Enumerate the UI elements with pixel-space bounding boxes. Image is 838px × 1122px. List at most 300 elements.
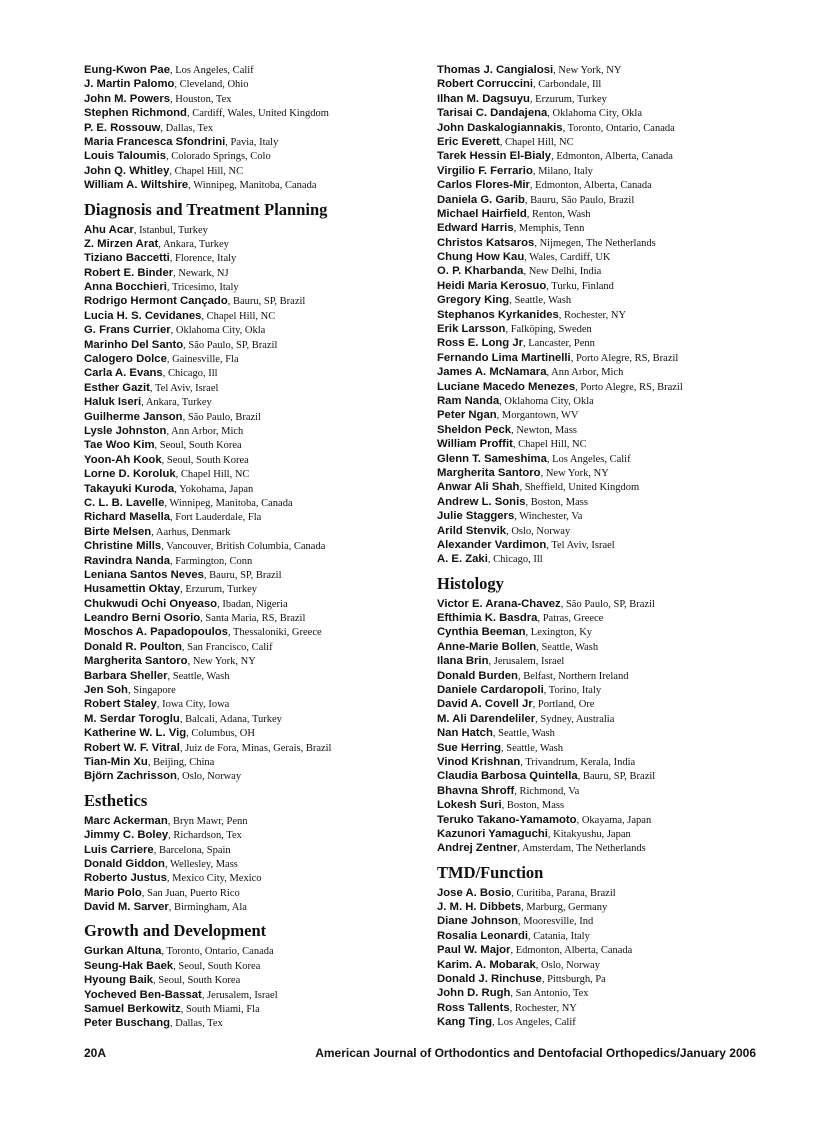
- reviewer-entry: Carla A. Evans, Chicago, Ill: [84, 367, 218, 380]
- reviewer-location: Richardson, Tex: [173, 830, 242, 842]
- reviewer-entry: Christine Mills, Vancouver, British Columbia, Canada: [84, 540, 326, 553]
- reviewer-name: Edward Harris: [437, 222, 514, 235]
- reviewer-entry: Kang Ting, Los Angeles, Calif: [437, 1016, 576, 1029]
- reviewer-name: Carlos Flores-Mir: [437, 179, 530, 192]
- reviewer-location: Milano, Italy: [538, 165, 593, 177]
- reviewer-location: Columbus, OH: [191, 728, 255, 740]
- reviewer-entry: Stephen Richmond, Cardiff, Wales, United Kingdom: [84, 107, 329, 120]
- reviewer-name: Hyoung Baik: [84, 974, 154, 987]
- reviewer-entry: Robert W. F. Vitral, Juiz de Fora, Minas, Gerais, Brazil: [84, 741, 332, 754]
- reviewer-location: Mexico City, Mexico: [172, 873, 262, 885]
- reviewer-entry: Esther Gazit, Tel Aviv, Israel: [84, 381, 219, 394]
- reviewer-location: Patras, Greece: [542, 613, 604, 625]
- reviewer-entry: Victor E. Arana-Chavez, São Paulo, SP, Brazil: [437, 597, 655, 610]
- reviewer-name: Tae Woo Kim: [84, 439, 155, 452]
- reviewer-entry: Bhavna Shroff, Richmond, Va: [437, 784, 580, 797]
- reviewer-name: Lorne D. Koroluk: [84, 468, 176, 481]
- reviewer-name: Christine Mills: [84, 540, 162, 553]
- reviewer-location: Tricesimo, Italy: [171, 282, 239, 294]
- reviewer-location: Ann Arbor, Mich: [171, 425, 244, 437]
- reviewer-entry: Donald J. Rinchuse, Pittsburgh, Pa: [437, 973, 606, 986]
- reviewer-name: Ram Nanda: [437, 394, 500, 407]
- reviewer-location: Dallas, Tex: [175, 1018, 223, 1030]
- reviewer-entry: Jen Soh, Singapore: [84, 684, 176, 697]
- reviewer-entry: Luciane Macedo Menezes, Porto Alegre, RS, Brazil: [437, 380, 683, 393]
- reviewer-name: Andrej Zentner: [437, 842, 518, 855]
- reviewer-entry: Robert E. Binder, Newark, NJ: [84, 266, 229, 279]
- reviewer-entry: Claudia Barbosa Quintella, Bauru, SP, Brazil: [437, 770, 656, 783]
- reviewer-entry: Guilherme Janson, São Paulo, Brazil: [84, 410, 262, 423]
- reviewer-entry: Thomas J. Cangialosi, New York, NY: [437, 64, 622, 76]
- reviewer-location: Tel Aviv, Israel: [154, 382, 219, 394]
- reviewer-location: Los Angeles, Calif: [175, 65, 254, 76]
- reviewer-location: Turku, Finland: [551, 280, 614, 292]
- reviewer-location: Catania, Italy: [533, 930, 590, 942]
- reviewer-name: Mario Polo: [84, 886, 142, 899]
- reviewer-location: Bauru, São Paulo, Brazil: [530, 194, 635, 206]
- reviewer-entry: Andrej Zentner, Amsterdam, The Netherlands: [437, 842, 646, 855]
- reviewer-location: Erzurum, Turkey: [185, 584, 258, 596]
- reviewer-entry: P. E. Rossouw, Dallas, Tex: [84, 121, 214, 134]
- reviewer-location: Erzurum, Turkey: [535, 93, 607, 105]
- reviewer-name: Esther Gazit: [84, 381, 150, 394]
- reviewer-entry: Julie Staggers, Winchester, Va: [437, 510, 583, 523]
- reviewer-entry: Chung How Kau, Wales, Cardiff, UK: [437, 251, 611, 264]
- reviewer-name: J. Martin Palomo: [84, 78, 175, 91]
- reviewer-name: Robert W. F. Vitral: [84, 741, 180, 754]
- reviewer-name: Ross Tallents: [437, 1001, 510, 1014]
- reviewer-name: C. L. B. Lavelle: [84, 496, 165, 509]
- reviewer-name: Vinod Krishnan: [437, 755, 521, 768]
- reviewer-location: Bauru, SP, Brazil: [582, 771, 656, 783]
- reviewer-name: Lokesh Suri: [437, 799, 502, 812]
- reviewer-location: Trivandrum, Kerala, India: [525, 756, 636, 768]
- reviewer-entry: Leniana Santos Neves, Bauru, SP, Brazil: [84, 568, 282, 581]
- reviewer-location: Porto Alegre, RS, Brazil: [575, 352, 679, 364]
- reviewer-name: Thomas J. Cangialosi: [437, 64, 554, 76]
- reviewer-entry: Arild Stenvik, Oslo, Norway: [437, 524, 571, 537]
- reviewer-location: New York, NY: [192, 656, 256, 668]
- reviewer-location: Edmonton, Alberta, Canada: [515, 945, 633, 957]
- reviewer-entry: A. E. Zaki, Chicago, Ill: [437, 553, 543, 566]
- left-column: [84, 62, 464, 1038]
- reviewer-name: Seung-Hak Baek: [84, 959, 174, 972]
- reviewer-entry: Rodrigo Hermont Cançado, Bauru, SP, Brazil: [84, 295, 306, 308]
- section-heading: Histology: [437, 573, 504, 593]
- reviewer-location: Winchester, Va: [519, 511, 583, 523]
- reviewer-entry: Leandro Berni Osorio, Santa Maria, RS, Brazil: [84, 612, 306, 625]
- reviewer-name: Richard Masella: [84, 511, 171, 524]
- reviewer-name: Rosalia Leonardi: [437, 929, 529, 942]
- reviewer-entry: Margherita Santoro, New York, NY: [84, 655, 256, 668]
- reviewer-name: Lysle Johnston: [84, 424, 167, 437]
- reviewer-entry: Ross E. Long Jr, Lancaster, Penn: [437, 337, 595, 350]
- reviewer-location: Boston, Mass: [530, 496, 588, 508]
- reviewer-entry: John Daskalogiannakis, Toronto, Ontario, Canada: [437, 121, 675, 134]
- reviewer-entry: O. P. Kharbanda, New Delhi, India: [437, 265, 602, 278]
- reviewer-location: Chapel Hill, NC: [206, 310, 276, 322]
- reviewer-entry: Seung-Hak Baek, Seoul, South Korea: [84, 959, 261, 972]
- reviewer-section: [437, 62, 817, 566]
- reviewer-name: Barbara Sheller: [84, 669, 168, 682]
- reviewer-location: Chapel Hill, NC: [174, 165, 244, 177]
- right-column: [437, 62, 817, 1037]
- reviewer-entry: Eung-Kwon Pae, Los Angeles, Calif: [84, 64, 254, 76]
- reviewer-location: Ann Arbor, Mich: [551, 367, 624, 379]
- reviewer-section: [84, 62, 464, 192]
- reviewer-name: Jen Soh: [84, 684, 128, 697]
- reviewer-entry: Peter Buschang, Dallas, Tex: [84, 1017, 223, 1030]
- reviewer-location: Colorado Springs, Colo: [171, 151, 271, 163]
- reviewer-entry: Tarek Hessin El-Bialy, Edmonton, Alberta, Canada: [437, 150, 673, 163]
- reviewer-name: Chukwudi Ochi Onyeaso: [84, 597, 218, 610]
- reviewer-entry: Jose A. Bosio, Curitiba, Parana, Brazil: [437, 886, 616, 899]
- reviewer-name: Leniana Santos Neves: [84, 568, 204, 581]
- reviewer-entry: Birte Melsen, Aarhus, Denmark: [84, 525, 231, 538]
- reviewer-entry: William A. Wiltshire, Winnipeg, Manitoba, Canada: [84, 179, 317, 192]
- reviewer-name: M. Ali Darendeliler: [437, 712, 536, 725]
- reviewer-entry: Katherine W. L. Vig, Columbus, OH: [84, 727, 255, 740]
- reviewer-location: Wellesley, Mass: [170, 858, 238, 870]
- reviewer-location: Winnipeg, Manitoba, Canada: [169, 497, 293, 509]
- reviewer-entry: Yocheved Ben-Bassat, Jerusalem, Israel: [84, 988, 278, 1001]
- reviewer-entry: Ross Tallents, Rochester, NY: [437, 1001, 577, 1014]
- reviewer-name: James A. McNamara: [437, 366, 547, 379]
- reviewer-entry: Donald Giddon, Wellesley, Mass: [84, 857, 238, 870]
- reviewer-entry: William Proffit, Chapel Hill, NC: [437, 438, 587, 451]
- reviewer-name: Yoon-Ah Kook: [84, 453, 162, 466]
- reviewer-entry: J. M. H. Dibbets, Marburg, Germany: [437, 901, 608, 914]
- reviewer-location: Iowa City, Iowa: [162, 699, 230, 711]
- reviewer-entry: Sheldon Peck, Newton, Mass: [437, 423, 578, 436]
- reviewer-entry: David A. Covell Jr, Portland, Ore: [437, 698, 595, 711]
- section-heading: TMD/Function: [437, 862, 544, 882]
- reviewer-location: Pavia, Italy: [230, 136, 279, 148]
- reviewer-name: Donald R. Poulton: [84, 640, 182, 653]
- reviewer-location: Dallas, Tex: [165, 122, 214, 134]
- reviewer-location: Oslo, Norway: [182, 771, 242, 783]
- reviewer-location: Lancaster, Penn: [528, 338, 595, 350]
- reviewer-location: Oklahoma City, Okla: [504, 395, 594, 407]
- reviewer-entry: Tiziano Baccetti, Florence, Italy: [84, 252, 237, 265]
- reviewer-entry: Lucia H. S. Cevidanes, Chapel Hill, NC: [84, 309, 276, 322]
- reviewer-location: Yokohama, Japan: [179, 483, 254, 495]
- reviewer-name: Daniele Cardaropoli: [437, 684, 544, 697]
- reviewer-location: Curitiba, Parana, Brazil: [516, 887, 616, 899]
- reviewer-name: Gregory King: [437, 294, 510, 307]
- reviewer-section: [437, 863, 817, 1029]
- reviewer-entry: Z. Mirzen Arat, Ankara, Turkey: [84, 237, 229, 250]
- reviewer-location: Singapore: [133, 685, 176, 697]
- reviewer-name: Moschos A. Papadopoulos: [84, 626, 228, 639]
- reviewer-entry: Stephanos Kyrkanides, Rochester, NY: [437, 308, 627, 321]
- reviewer-entry: Lokesh Suri, Boston, Mass: [437, 799, 565, 812]
- reviewer-location: Ibadan, Nigeria: [222, 598, 288, 610]
- reviewer-name: Jose A. Bosio: [437, 886, 512, 899]
- reviewer-entry: Mario Polo, San Juan, Puerto Rico: [84, 886, 240, 899]
- reviewer-location: Thessaloniki, Greece: [233, 627, 322, 639]
- reviewer-location: Newark, NJ: [178, 267, 229, 279]
- reviewer-entry: Eric Everett, Chapel Hill, NC: [437, 135, 574, 148]
- reviewer-name: Maria Francesca Sfondrini: [84, 135, 226, 148]
- reviewer-entry: Ravindra Nanda, Farmington, Conn: [84, 554, 253, 567]
- reviewer-name: Louis Taloumis: [84, 150, 167, 163]
- reviewer-name: P. E. Rossouw: [84, 121, 161, 134]
- reviewer-location: New York, NY: [545, 467, 609, 479]
- reviewer-location: Mooresville, Ind: [523, 916, 594, 928]
- reviewer-location: Seattle, Wash: [172, 670, 230, 682]
- reviewer-name: Daniela G. Garib: [437, 193, 525, 206]
- reviewer-location: Chicago, Ill: [493, 554, 543, 566]
- reviewer-location: Newton, Mass: [516, 424, 578, 436]
- reviewer-entry: Virgilio F. Ferrario, Milano, Italy: [437, 164, 593, 177]
- reviewer-location: Porto Alegre, RS, Brazil: [580, 381, 683, 393]
- reviewer-name: Marinho Del Santo: [84, 338, 184, 351]
- reviewer-entry: Marc Ackerman, Bryn Mawr, Penn: [84, 814, 248, 827]
- reviewer-entry: Glenn T. Sameshima, Los Angeles, Calif: [437, 452, 631, 465]
- reviewer-name: William Proffit: [437, 438, 513, 451]
- reviewer-entry: Hyoung Baik, Seoul, South Korea: [84, 974, 241, 987]
- reviewer-location: Bauru, SP, Brazil: [209, 569, 282, 581]
- reviewer-entry: Tarisai C. Dandajena, Oklahoma City, Okla: [437, 107, 642, 120]
- reviewer-name: Luciane Macedo Menezes: [437, 380, 576, 393]
- reviewer-section: [84, 791, 464, 914]
- reviewer-entry: M. Serdar Toroglu, Balcali, Adana, Turkey: [84, 712, 282, 725]
- reviewer-entry: Peter Ngan, Morgantown, WV: [437, 409, 579, 422]
- reviewer-entry: Anwar Ali Shah, Sheffield, United Kingdom: [437, 481, 640, 494]
- page-footer: [84, 1046, 756, 1062]
- reviewer-location: Santa Maria, RS, Brazil: [205, 613, 306, 625]
- reviewer-location: Jerusalem, Israel: [493, 656, 565, 668]
- reviewer-entry: Vinod Krishnan, Trivandrum, Kerala, India: [437, 755, 636, 768]
- reviewer-entry: M. Ali Darendeliler, Sydney, Australia: [437, 712, 615, 725]
- reviewer-entry: David M. Sarver, Birmingham, Ala: [84, 901, 247, 914]
- reviewer-entry: Margherita Santoro, New York, NY: [437, 466, 609, 479]
- reviewer-location: Seattle, Wash: [498, 728, 555, 740]
- reviewer-location: Toronto, Ontario, Canada: [166, 946, 274, 958]
- reviewer-name: Katherine W. L. Vig: [84, 727, 187, 740]
- reviewer-location: Pittsburgh, Pa: [547, 974, 606, 986]
- reviewer-location: Seoul, South Korea: [159, 440, 242, 452]
- reviewer-entry: Haluk Iseri, Ankara, Turkey: [84, 396, 212, 409]
- reviewer-section: [84, 200, 464, 783]
- reviewer-name: Tian-Min Xu: [84, 755, 148, 768]
- reviewer-name: Arild Stenvik: [437, 524, 507, 537]
- reviewer-location: Torino, Italy: [548, 685, 602, 697]
- reviewer-location: Oslo, Norway: [541, 959, 600, 971]
- reviewer-entry: Richard Masella, Fort Lauderdale, Fla: [84, 511, 262, 524]
- reviewer-entry: Roberto Justus, Mexico City, Mexico: [84, 872, 262, 885]
- reviewer-entry: Edward Harris, Memphis, Tenn: [437, 222, 585, 235]
- reviewer-entry: John D. Rugh, San Antonio, Tex: [437, 987, 589, 1000]
- reviewer-entry: Björn Zachrisson, Oslo, Norway: [84, 770, 242, 783]
- reviewer-name: M. Serdar Toroglu: [84, 712, 180, 725]
- reviewer-entry: Robert Corruccini, Carbondale, Ill: [437, 78, 602, 91]
- reviewer-name: Gurkan Altuna: [84, 945, 162, 958]
- reviewer-location: Amsterdam, The Netherlands: [522, 843, 646, 855]
- reviewer-location: Chicago, Ill: [167, 368, 218, 380]
- reviewer-entry: Nan Hatch, Seattle, Wash: [437, 727, 555, 740]
- reviewer-location: Farmington, Conn: [175, 555, 253, 567]
- reviewer-location: Morgantown, WV: [501, 410, 579, 422]
- reviewer-entry: Paul W. Major, Edmonton, Alberta, Canada: [437, 944, 633, 957]
- reviewer-entry: Daniela G. Garib, Bauru, São Paulo, Brazil: [437, 193, 635, 206]
- reviewer-location: Aarhus, Denmark: [155, 526, 231, 538]
- reviewer-name: Roberto Justus: [84, 872, 167, 885]
- reviewer-name: Chung How Kau: [437, 251, 525, 264]
- reviewer-entry: Daniele Cardaropoli, Torino, Italy: [437, 684, 602, 697]
- reviewer-location: Tel Aviv, Israel: [551, 539, 615, 551]
- reviewer-location: Falköping, Sweden: [510, 324, 592, 336]
- reviewer-name: Nan Hatch: [437, 727, 493, 740]
- reviewer-entry: Husamettin Oktay, Erzurum, Turkey: [84, 583, 258, 596]
- reviewer-location: Rochester, NY: [514, 1002, 577, 1014]
- reviewer-entry: Chukwudi Ochi Onyeaso, Ibadan, Nigeria: [84, 597, 288, 610]
- reviewer-location: Kitakyushu, Japan: [553, 828, 631, 840]
- reviewer-name: John Daskalogiannakis: [437, 121, 563, 134]
- reviewer-name: Andrew L. Sonis: [437, 495, 526, 508]
- reviewer-name: Diane Johnson: [437, 915, 518, 928]
- reviewer-entry: Karim. A. Mobarak, Oslo, Norway: [437, 958, 600, 971]
- reviewer-entry: Jimmy C. Boley, Richardson, Tex: [84, 829, 242, 842]
- reviewer-location: Seattle, Wash: [506, 742, 563, 754]
- reviewer-location: New Delhi, India: [528, 266, 602, 278]
- reviewer-location: Marburg, Germany: [526, 902, 608, 914]
- reviewer-location: Oklahoma City, Okla: [175, 325, 266, 337]
- reviewer-location: Rochester, NY: [564, 309, 627, 321]
- reviewer-name: Victor E. Arana-Chavez: [437, 597, 561, 610]
- reviewer-name: Anwar Ali Shah: [437, 481, 520, 494]
- reviewer-name: Peter Buschang: [84, 1017, 171, 1030]
- reviewer-location: Carbondale, Ill: [538, 79, 602, 91]
- reviewer-location: Balcali, Adana, Turkey: [185, 713, 282, 725]
- reviewer-location: Istanbul, Turkey: [139, 224, 208, 236]
- reviewer-name: Paul W. Major: [437, 944, 511, 957]
- reviewer-section: [437, 574, 817, 855]
- reviewer-location: Jerusalem, Israel: [207, 989, 278, 1001]
- reviewer-location: Okayama, Japan: [581, 814, 652, 826]
- section-heading: Diagnosis and Treatment Planning: [84, 199, 328, 219]
- reviewer-name: Jimmy C. Boley: [84, 829, 169, 842]
- reviewer-location: Boston, Mass: [506, 800, 565, 812]
- reviewer-entry: Kazunori Yamaguchi, Kitakyushu, Japan: [437, 827, 631, 840]
- reviewer-location: Seattle, Wash: [541, 641, 599, 653]
- reviewer-location: Sydney, Australia: [540, 713, 615, 725]
- reviewer-location: San Antonio, Tex: [515, 988, 589, 1000]
- reviewer-name: William A. Wiltshire: [84, 179, 189, 192]
- reviewer-name: Husamettin Oktay: [84, 583, 181, 596]
- reviewer-name: Cynthia Beeman: [437, 626, 526, 639]
- reviewer-location: Oslo, Norway: [511, 525, 571, 537]
- reviewer-entry: Donald Burden, Belfast, Northern Ireland: [437, 669, 629, 682]
- reviewer-entry: Anne-Marie Bollen, Seattle, Wash: [437, 640, 599, 653]
- reviewer-name: Haluk Iseri: [84, 396, 142, 409]
- reviewer-entry: Ram Nanda, Oklahoma City, Okla: [437, 394, 594, 407]
- section-heading: Esthetics: [84, 790, 148, 810]
- reviewer-entry: Fernando Lima Martinelli, Porto Alegre, RS, Brazil: [437, 351, 679, 364]
- reviewer-name: Guilherme Janson: [84, 410, 183, 423]
- reviewer-entry: Gregory King, Seattle, Wash: [437, 294, 572, 307]
- reviewer-entry: James A. McNamara, Ann Arbor, Mich: [437, 366, 624, 379]
- reviewer-name: Carla A. Evans: [84, 367, 163, 380]
- reviewer-location: Winnipeg, Manitoba, Canada: [193, 180, 317, 192]
- reviewer-location: Sheffield, United Kingdom: [524, 482, 640, 494]
- reviewer-name: Robert E. Binder: [84, 266, 174, 279]
- reviewer-name: Robert Staley: [84, 698, 157, 711]
- reviewer-location: São Paulo, SP, Brazil: [565, 598, 655, 610]
- reviewer-location: Nijmegen, The Netherlands: [539, 237, 656, 249]
- reviewer-name: Stephen Richmond: [84, 107, 187, 120]
- reviewer-entry: Lysle Johnston, Ann Arbor, Mich: [84, 424, 244, 437]
- reviewer-entry: Calogero Dolce, Gainesville, Fla: [84, 353, 239, 366]
- reviewer-name: Peter Ngan: [437, 409, 497, 422]
- reviewer-location: Cleveland, Ohio: [179, 79, 249, 91]
- reviewer-name: Ravindra Nanda: [84, 554, 171, 567]
- reviewer-name: J. M. H. Dibbets: [437, 901, 522, 914]
- reviewer-name: Tiziano Baccetti: [84, 252, 170, 265]
- reviewer-location: Juiz de Fora, Minas, Gerais, Brazil: [185, 742, 332, 754]
- reviewer-location: Oklahoma City, Okla: [552, 108, 642, 120]
- reviewer-entry: J. Martin Palomo, Cleveland, Ohio: [84, 78, 249, 91]
- reviewer-entry: Teruko Takano-Yamamoto, Okayama, Japan: [437, 813, 652, 826]
- reviewer-location: Birmingham, Ala: [174, 902, 247, 914]
- reviewer-name: Ilhan M. Dagsuyu: [437, 92, 530, 105]
- page-number: 20A: [84, 1046, 107, 1060]
- reviewer-name: Stephanos Kyrkanides: [437, 308, 559, 321]
- reviewer-location: Seoul, South Korea: [166, 454, 249, 466]
- reviewer-name: Erik Larsson: [437, 323, 506, 336]
- reviewer-name: Tarek Hessin El-Bialy: [437, 150, 552, 163]
- reviewer-name: Efthimia K. Basdra: [437, 612, 538, 625]
- reviewer-location: Portland, Ore: [537, 699, 595, 711]
- reviewer-name: Rodrigo Hermont Cançado: [84, 295, 228, 308]
- reviewer-name: Kang Ting: [437, 1016, 493, 1029]
- reviewer-entry: Christos Katsaros, Nijmegen, The Netherlands: [437, 236, 656, 249]
- reviewer-location: Belfast, Northern Ireland: [523, 670, 629, 682]
- reviewer-entry: Efthimia K. Basdra, Patras, Greece: [437, 612, 604, 625]
- reviewer-name: Sue Herring: [437, 741, 502, 754]
- reviewer-name: David M. Sarver: [84, 901, 169, 914]
- reviewer-name: Michael Hairfield: [437, 207, 527, 220]
- reviewer-name: Teruko Takano-Yamamoto: [437, 813, 577, 826]
- reviewer-entry: Louis Taloumis, Colorado Springs, Colo: [84, 150, 271, 163]
- reviewer-location: San Juan, Puerto Rico: [147, 887, 240, 899]
- reviewer-location: Vancouver, British Columbia, Canada: [166, 541, 326, 553]
- reviewer-location: Lexington, Ky: [530, 627, 593, 639]
- reviewer-entry: Barbara Sheller, Seattle, Wash: [84, 669, 230, 682]
- reviewer-name: Z. Mirzen Arat: [84, 237, 159, 250]
- reviewer-location: Ankara, Turkey: [145, 397, 212, 409]
- reviewer-name: Lucia H. S. Cevidanes: [84, 309, 202, 322]
- reviewer-name: Eric Everett: [437, 135, 500, 148]
- reviewer-name: Glenn T. Sameshima: [437, 452, 547, 465]
- reviewer-entry: Maria Francesca Sfondrini, Pavia, Italy: [84, 135, 279, 148]
- reviewer-entry: Tae Woo Kim, Seoul, South Korea: [84, 439, 242, 452]
- reviewer-name: Anne-Marie Bollen: [437, 640, 537, 653]
- reviewer-entry: Ilana Brin, Jerusalem, Israel: [437, 655, 565, 668]
- reviewer-name: Sheldon Peck: [437, 423, 512, 436]
- reviewer-location: Bryn Mawr, Penn: [172, 815, 248, 827]
- reviewer-location: South Miami, Fla: [185, 1004, 260, 1016]
- reviewer-location: Los Angeles, Calif: [552, 453, 631, 465]
- reviewer-location: Los Angeles, Calif: [497, 1017, 576, 1029]
- reviewer-location: Cardiff, Wales, United Kingdom: [192, 108, 329, 120]
- reviewer-name: Marc Ackerman: [84, 814, 168, 827]
- reviewer-name: Donald J. Rinchuse: [437, 973, 542, 986]
- reviewer-entry: C. L. B. Lavelle, Winnipeg, Manitoba, Canada: [84, 496, 293, 509]
- reviewer-entry: Alexander Vardimon, Tel Aviv, Israel: [437, 538, 615, 551]
- reviewer-name: Samuel Berkowitz: [84, 1003, 181, 1016]
